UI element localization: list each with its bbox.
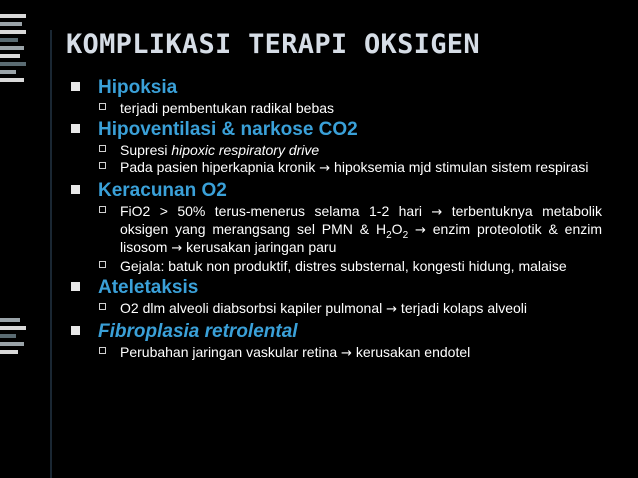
square-bullet-icon bbox=[71, 124, 80, 133]
right-arrow-icon: → bbox=[171, 241, 183, 256]
right-arrow-icon: → bbox=[386, 302, 398, 317]
item-fio2: FiO2 > 50% terus-menerus selama 1-2 hari → terbentuknya metabolik oksigen yang merangsang sel PMN & $H_2O_2$ → enzim proteolotik & enzim lisosom → kerusakan jaringan paru bbox=[62, 203, 602, 257]
item-radikal-bebas: terjadi pembentukan radikal bebas bbox=[62, 100, 602, 116]
decorative-bars-bottom bbox=[0, 318, 26, 358]
heading-hipoksia: Hipoksia bbox=[62, 76, 602, 99]
item-o2-alveoli: O2 dlm alveoli diabsorbsi kapiler pulmonal → terjadi kolaps alveoli bbox=[62, 300, 602, 318]
heading-hipoventilasi: Hipoventilasi & narkose CO2 bbox=[62, 118, 602, 141]
square-bullet-icon bbox=[71, 282, 80, 291]
hollow-square-bullet-icon bbox=[99, 303, 106, 310]
decorative-bars-top bbox=[0, 14, 26, 86]
heading-keracunan: Keracunan O2 bbox=[62, 179, 602, 202]
item-hiperkapnia: Pada pasien hiperkapnia kronik → hipoksemia mjd stimulan sistem respirasi bbox=[62, 159, 602, 177]
item-supresi: Supresi hipoxic respiratory drive bbox=[62, 142, 602, 158]
right-arrow-icon: → bbox=[415, 223, 426, 238]
hollow-square-bullet-icon bbox=[99, 162, 106, 169]
right-arrow-icon: → bbox=[341, 346, 352, 361]
heading-ateletaksis: Ateletaksis bbox=[62, 276, 602, 299]
hollow-square-bullet-icon bbox=[99, 347, 106, 354]
right-arrow-icon: → bbox=[319, 161, 331, 176]
vertical-divider bbox=[50, 30, 52, 478]
slide-title: KOMPLIKASI TERAPI OKSIGEN bbox=[66, 29, 480, 60]
heading-fibroplasia: Fibroplasia retrolental bbox=[62, 320, 602, 343]
square-bullet-icon bbox=[71, 185, 80, 194]
hollow-square-bullet-icon bbox=[99, 206, 106, 213]
hollow-square-bullet-icon bbox=[99, 103, 106, 110]
item-retina: Perubahan jaringan vaskular retina → kerusakan endotel bbox=[62, 344, 602, 362]
square-bullet-icon bbox=[71, 326, 80, 335]
slide-content bbox=[62, 74, 602, 363]
item-gejala: Gejala: batuk non produktif, distres substernal, kongesti hidung, malaise bbox=[62, 258, 602, 274]
square-bullet-icon bbox=[71, 82, 80, 91]
hollow-square-bullet-icon bbox=[99, 261, 106, 268]
hollow-square-bullet-icon bbox=[99, 145, 106, 152]
right-arrow-icon: → bbox=[431, 205, 443, 220]
